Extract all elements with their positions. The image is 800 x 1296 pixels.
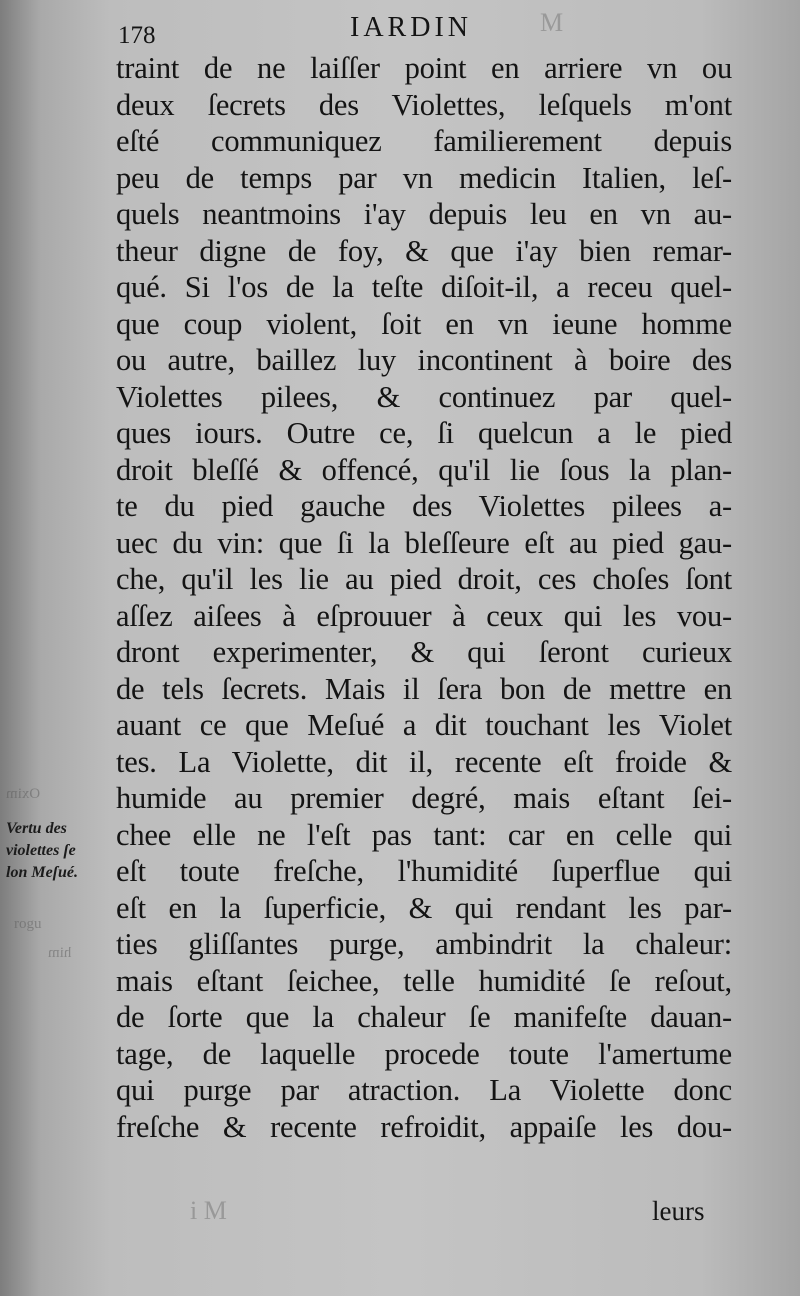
- text-line: auant ce que Meſué a dit touchant les Violet: [116, 708, 732, 742]
- page-header: [118, 10, 738, 50]
- text-line: peu de temps par vn medicin Italien, leſ-: [116, 160, 732, 195]
- text-line: qui purge par atraction. La Violette donc: [116, 1073, 732, 1107]
- body-text: [116, 50, 732, 1145]
- page-number: 178: [118, 22, 156, 49]
- text-line: de ſorte que la chaleur ſe manifeſte dauan-: [116, 1000, 732, 1034]
- text-line: ques iours. Outre ce, ſi quelcun a le pied: [116, 416, 732, 450]
- text-line: theur digne de foy, & que i'ay bien remar-: [116, 233, 732, 268]
- margin-bleed-through: rogu: [14, 916, 42, 932]
- text-line: aſſez aiſees à eſprouuer à ceux qui les vou-: [116, 598, 732, 633]
- text-line: de tels ſecrets. Mais il ſera bon de mettre en: [116, 671, 732, 706]
- text-line: che, qu'il les lie au pied droit, ces choſes ſont: [116, 562, 732, 596]
- text-line: droit bleſſé & offencé, qu'il lie ſous la plan-: [116, 452, 732, 487]
- text-line: eſté communiquez familierement depuis: [116, 124, 732, 158]
- text-line: eſt en la ſuperficie, & qui rendant les par-: [116, 890, 732, 925]
- text-line: te du pied gauche des Violettes pilees a-: [116, 489, 732, 523]
- margin-note-line: lon Meſué.: [6, 864, 78, 881]
- margin-bleed-through: Oxim: [6, 786, 41, 802]
- text-line: uec du vin: que ſi la bleſſeure eſt au pied gau-: [116, 525, 732, 560]
- header-bleed-through: M: [540, 8, 564, 37]
- margin-note-line: violettes ſe: [6, 842, 76, 859]
- text-line: Violettes pilees, & continuez par quel-: [116, 379, 732, 414]
- text-line: tes. La Violette, dit il, recente eſt froide &: [116, 744, 732, 779]
- text-line: freſche & recente refroidit, appaiſe les dou-: [116, 1109, 732, 1144]
- text-line: tage, de laquelle procede toute l'amertume: [116, 1036, 732, 1071]
- text-line: ou autre, baillez luy incontinent à boire des: [116, 343, 732, 377]
- text-line: eſt toute freſche, l'humidité ſuperflue qui: [116, 854, 732, 888]
- text-line: dront experimenter, & qui ſeront curieux: [116, 635, 732, 669]
- text-line: humide au premier degré, mais eſtant ſei-: [116, 781, 732, 815]
- margin-note-line: Vertu des: [6, 820, 67, 837]
- margin-note: [6, 818, 110, 884]
- running-title: IARDIN: [350, 12, 472, 43]
- text-line: chee elle ne l'eſt pas tant: car en celle qui: [116, 817, 732, 852]
- text-line: ties gliſſantes purge, ambindrit la chaleur:: [116, 927, 732, 961]
- catchword: leurs: [652, 1196, 705, 1226]
- text-line: traint de ne laiſſer point en arriere vn ou: [116, 51, 732, 85]
- text-line: quels neantmoins i'ay depuis leu en vn au-: [116, 197, 732, 231]
- margin-bleed-through: him: [48, 945, 72, 961]
- text-line: que coup violent, ſoit en vn ieune homme: [116, 306, 732, 341]
- text-line: deux ſecrets des Violettes, leſquels m'ont: [116, 87, 732, 122]
- text-line: mais eſtant ſeichee, telle humidité ſe reſout,: [116, 963, 732, 998]
- text-line: qué. Si l'os de la teſte diſoit-il, a receu quel-: [116, 270, 732, 304]
- signature-bleed-through: i M: [190, 1196, 227, 1225]
